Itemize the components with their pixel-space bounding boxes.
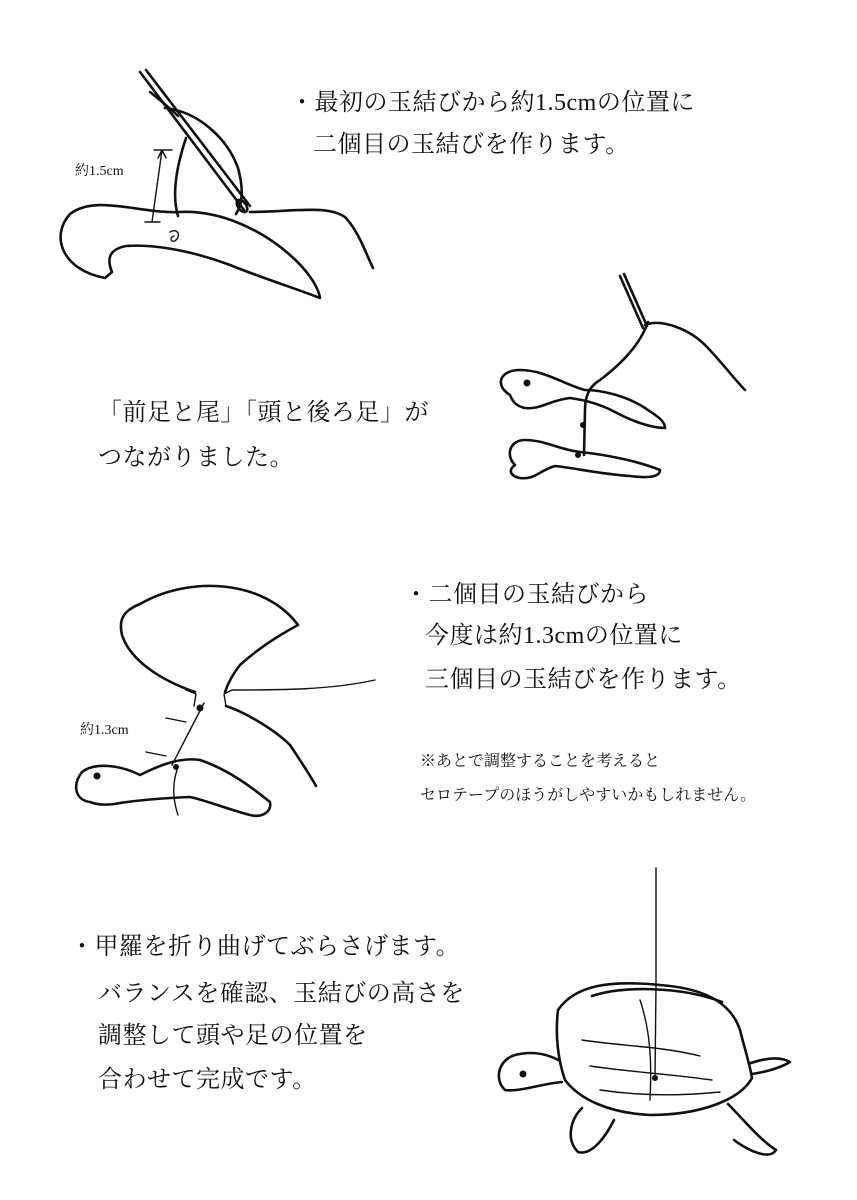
thread-right	[645, 323, 745, 390]
knot-dot	[174, 765, 179, 770]
knot-dot	[576, 453, 581, 458]
front-leg-tail-piece	[61, 205, 320, 298]
instruction-line: つながりました。	[98, 445, 294, 471]
note-line: ※あとで調整することを考えると	[420, 753, 661, 770]
knot-dot	[197, 705, 203, 711]
note-line: セロテープのほうがしやすいかもしれません。	[420, 787, 757, 804]
instruction-line: 調整して頭や足の位置を	[98, 1023, 368, 1049]
shell-outline	[121, 586, 298, 692]
instruction-line: 二個目の玉結びを作ります。	[313, 132, 630, 158]
hanging-string-through-shell	[655, 986, 656, 1078]
thread-right	[232, 680, 375, 690]
instruction-line: 合わせて完成です。	[98, 1067, 317, 1093]
instruction-line: ・甲羅を折り曲げてぶらさげます。	[70, 934, 461, 960]
knot-dot	[653, 1076, 658, 1081]
turtle-head	[499, 1053, 562, 1090]
thread-into-fabric	[175, 138, 186, 216]
turtle-tail	[748, 1058, 790, 1074]
illustration-finished-turtle	[499, 868, 790, 1155]
eye-dot	[524, 380, 530, 386]
measure-line	[146, 703, 204, 765]
instruction-line: 三個目の玉結びを作ります。	[425, 667, 742, 693]
instruction-line: ・二個目の玉結びから	[404, 582, 649, 608]
thread-down	[174, 770, 178, 815]
measure-label: 約1.3cm	[80, 723, 129, 738]
head-piece	[501, 370, 665, 428]
turtle-front-leg	[571, 1108, 614, 1153]
shell-lower-outline	[226, 706, 316, 786]
measure-label: 約1.5cm	[75, 164, 124, 179]
thread-down	[584, 322, 648, 455]
instruction-line: ・最初の玉結びから約1.5cmの位置に	[290, 90, 695, 116]
needle-icon	[620, 274, 647, 328]
eye-dot	[520, 1071, 526, 1077]
instruction-line: 今度は約1.3cmの位置に	[425, 623, 683, 649]
knot-mark	[170, 231, 178, 242]
knot-dot	[581, 423, 586, 428]
illustration-connected-pieces	[501, 274, 745, 478]
illustration-third-knot	[76, 586, 375, 816]
instruction-line: 「前足と尾」「頭と後ろ足」が	[98, 400, 429, 426]
turtle-back-leg	[728, 1104, 776, 1155]
instruction-line: バランスを確認、玉結びの高さを	[98, 981, 465, 1007]
eye-dot	[94, 773, 100, 779]
